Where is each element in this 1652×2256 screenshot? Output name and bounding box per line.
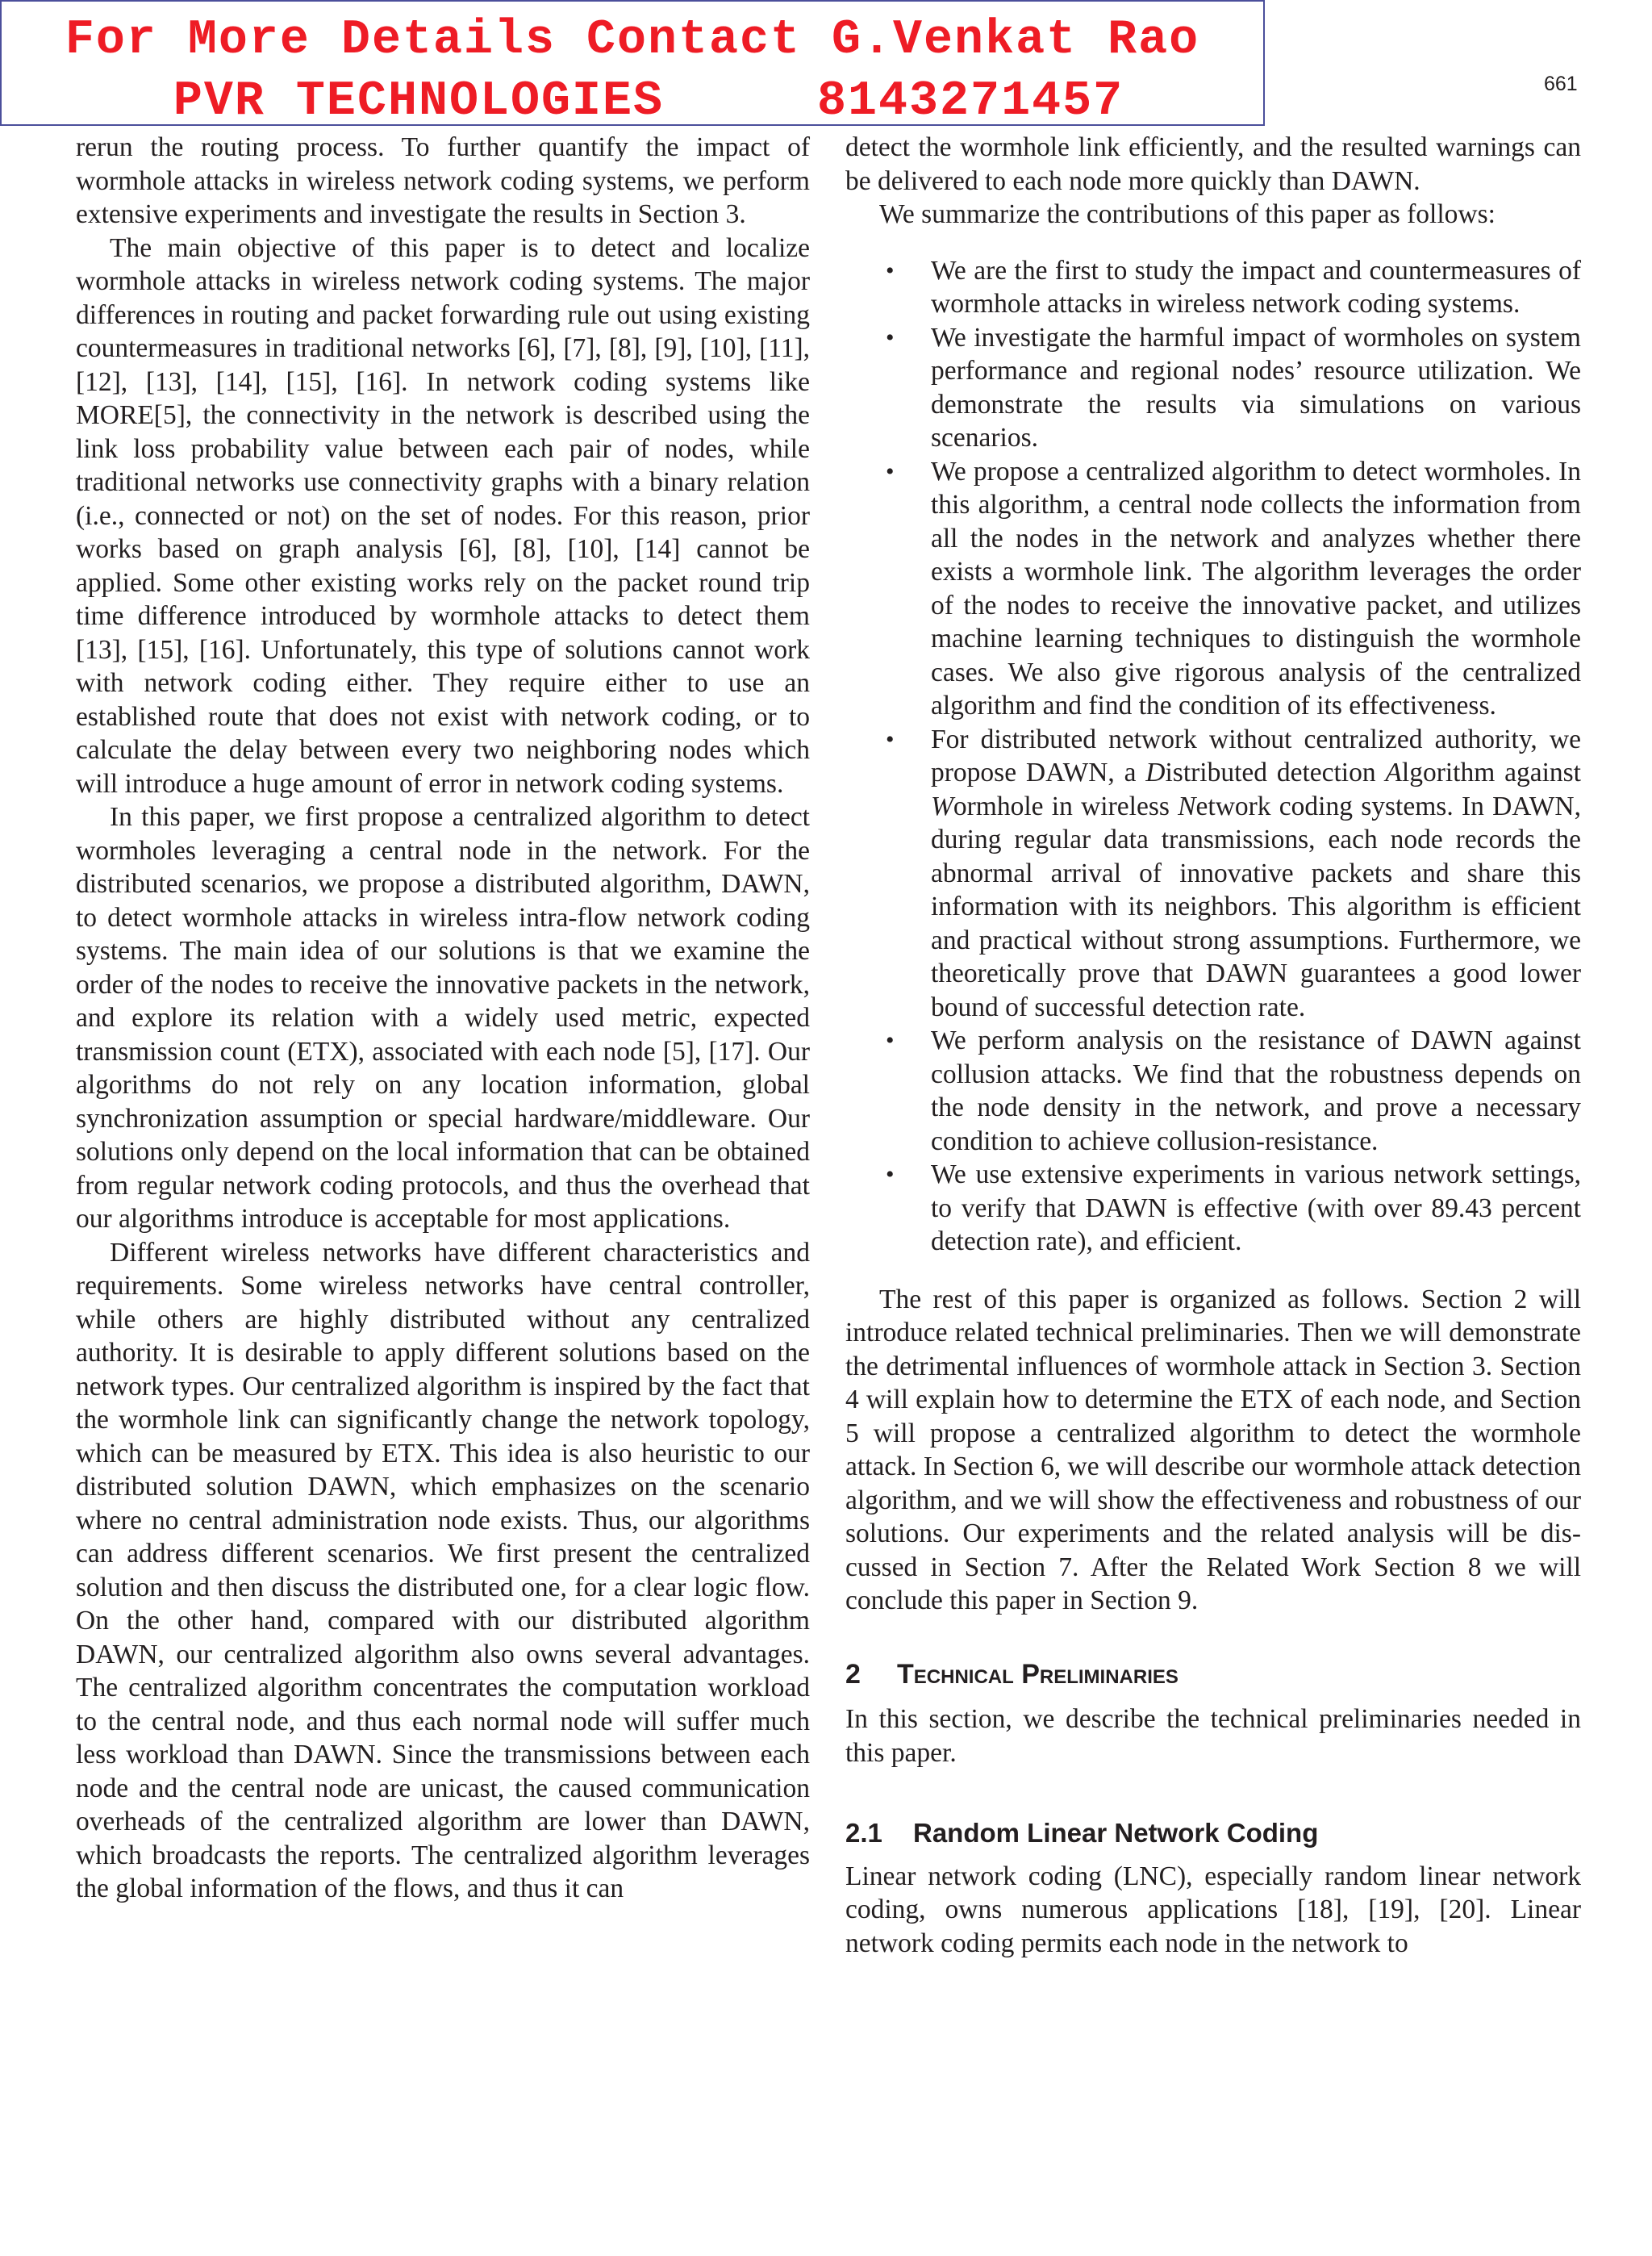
section-heading <box>845 1658 1581 1692</box>
left-column <box>76 131 810 1906</box>
paragraph-continuation: rerun the routing process. To further quantify the impact of wormhole attacks in wireless network coding systems, we perform extensive experiments and investigate the results in Section 3. <box>76 132 810 229</box>
contribution-item: • We investigate the harmful impact of wormholes on system performance and regional nodes’ resource utilization. We demonstrate the results via simulations on various scenarios. <box>845 321 1581 455</box>
banner-company-line: PVR TECHNOLOGIES 8143271457 <box>173 74 1124 129</box>
paragraph-continuation-right: detect the wormhole link efficiently, and the resulted warnings can be delivered to each node more quickly than DAWN. <box>845 132 1581 196</box>
dawn-text: For distributed network without centralized authority, we propose DAWN, a <box>931 724 1581 788</box>
contributions-list <box>845 254 1581 1259</box>
contribution-item-dawn <box>845 723 1581 1025</box>
contact-banner <box>0 0 1265 129</box>
acronym-letter: W <box>931 791 953 821</box>
subsection-heading <box>845 1816 1581 1850</box>
subsection-text: Linear network coding (LNC), especially random linear network coding, owns numerous applications [18], [19], [20]. Linear network coding permits each node in the network to <box>845 1861 1581 1958</box>
dawn-text: istributed detection <box>1165 758 1386 788</box>
section-title: Technical Preliminaries <box>897 1658 1179 1690</box>
paragraph-organization: The rest of this paper is organized as follows. Section 2 will introduce related technical preliminaries. Then we will demonstrate the detrimental influences of wormhole attack in Section 3. Section 4 will explain how to determine the ETX of each node, and Section 5 will propose a centralized algorithm to detect the wormhole attack. In Section 6, we will describe our wormhole attack detection algorithm, and we will show the effectiveness and robustness of our solutions. Our experiments and the related analysis will be discussed in Section 7. After the Related Work Section 8 we will conclude this paper in Section 9. <box>845 1284 1581 1615</box>
acronym-letter: N <box>1178 791 1196 821</box>
contribution-item: • We use extensive experiments in various network settings, to verify that DAWN is effective (with over 89.43 percent detection rate), and efficient. <box>845 1158 1581 1259</box>
dawn-text: etwork coding systems. In DAWN, during regular data transmissions, each node records the abnormal arrival of innovative packets and share this information with its neighbors. This algorithm is efficient and practical without strong assumptions. Furthermore, we theoretically prove that DAWN guarantees a good lower bound of successful detection rate. <box>931 791 1581 1022</box>
acronym-letter: A <box>1385 758 1402 788</box>
right-column <box>845 131 1581 1960</box>
contribution-item: • We perform analysis on the resistance of DAWN against collusion attacks. We find that the robustness depends on the node density in the network, and prove a necessary condition to achieve collusion-resistance. <box>845 1024 1581 1158</box>
section-number: 2 <box>845 1658 861 1690</box>
dawn-text: lgorithm against <box>1401 758 1581 788</box>
contribution-item: • We propose a centralized algorithm to detect wormholes. In this algorithm, a central node collects the information from all the nodes in the network and analyzes whether there exists a wormhole link. The algorithm leverages the order of the nodes to receive the innovative packet, and utilizes machine learning techniques to distinguish the wormhole cases. We also give rigorous analysis of the centralized algorithm and find the condition of its effectiveness. <box>845 455 1581 723</box>
section-intro: In this section, we describe the technical preliminaries needed in this paper. <box>845 1704 1581 1768</box>
subsection-number: 2.1 <box>845 1818 882 1848</box>
banner-contact-line: For More Details Contact G.Venkat Rao <box>65 13 1200 68</box>
contributions-intro: We summarize the contributions of this paper as follows: <box>879 199 1496 229</box>
paragraph-proposal: In this paper, we first propose a centralized algorithm to detect wormholes leveraging a central node in the network. For the distributed scenarios, we propose a distributed algorithm, DAWN, to detect wormhole attacks in wireless intra-flow network coding systems. The main idea of our solutions is that we examine the order of the nodes to receive the innovative packets in the network, and explore its relation with a widely used metric, expected transmission count (ETX), associated with each node [5], [17]. Our algorithms do not rely on any location information, global synchronization assumption or special hardware/middleware. Our solutions only depend on the local information that can be obtained from regular network coding protocols, and thus the overhead that our algorithms introduce is acceptable for most applications. <box>76 802 810 1234</box>
paragraph-objective: The main objective of this paper is to detect and localize wormhole attacks in wireless network coding systems. The major differences in routing and packet forwarding rule out using existing countermeasures in traditional networks [6], [7], [8], [9], [10], [11], [12], [13], [14], [15], [16]. In network coding systems like MORE[5], the connectivity in the network is described using the link loss probability value between each pair of nodes, while traditional networks use connectivity graphs with a binary relation (i.e., connected or not) on the set of nodes. For this reason, prior works based on graph analysis [6], [8], [10], [14] cannot be applied. Some other existing works rely on the packet round trip time difference introduced by wormhole attacks to detect them [13], [15], [16]. Unfortunately, this type of solutions cannot work with network coding either. They require either to use an established route that does not exist with network coding, or to calculate the delay between every two neighboring nodes which will introduce a huge amount of error in network coding systems. <box>76 232 810 799</box>
page-number: 661 <box>1544 73 1578 95</box>
acronym-letter: D <box>1145 758 1166 788</box>
paragraph-network-types: Different wireless networks have different characteristics and requirements. Some wireless networks have central controller, while others are highly distributed without any centralized authority. It is desirable to apply different solutions based on the network types. Our centralized algorithm is inspired by the fact that the wormhole link can significantly change the network topology, which can be measured by ETX. This idea is also heuristic to our distributed solution DAWN, which emphasizes on the scenario where no central administration node exists. Thus, our algorithms can address different scenarios. We first present the centralized solution and then discuss the distributed one, for a clear logic flow. On the other hand, compared with our distributed algorithm DAWN, our centralized algorithm also owns several advantages. The centralized algorithm concentrates the computation workload to the central node, and thus each normal node will suffer much less workload than DAWN. Since the transmissions between each node and the central node are unicast, the caused communication overheads of the centralized algorithm are lower than DAWN, which broadcasts the reports. The centralized algorithm leverages the global information of the flows, and thus it can <box>76 1237 810 1903</box>
subsection-title: Random Linear Network Coding <box>913 1818 1319 1848</box>
contribution-item: • We are the first to study the impact and countermeasures of wormhole attacks in wireless network coding systems. <box>845 254 1581 321</box>
dawn-text: ormhole in wireless <box>953 791 1179 821</box>
